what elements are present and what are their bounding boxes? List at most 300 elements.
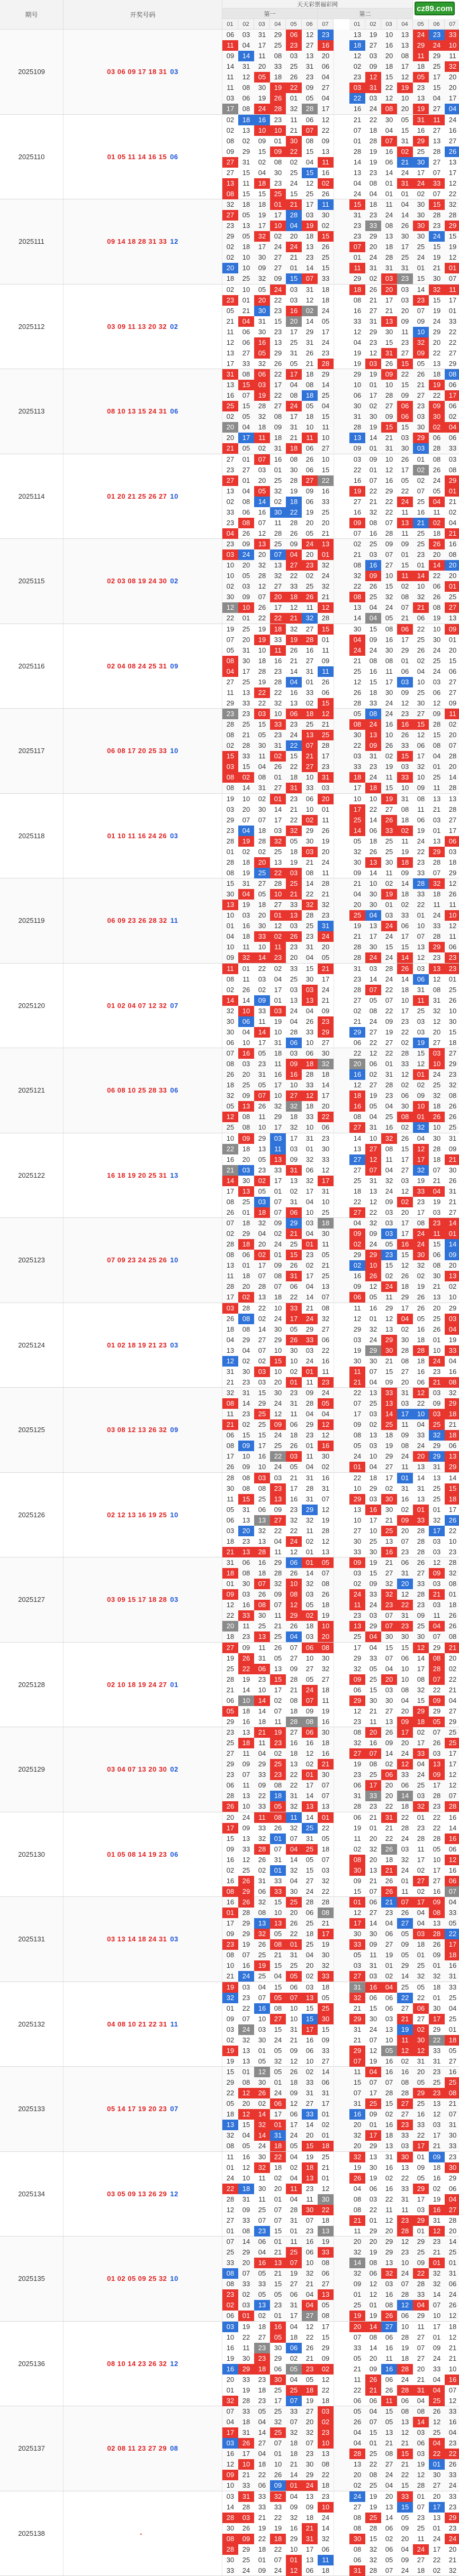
grid-cell: 27 [302,762,318,772]
grid-cell: 32 [286,1515,302,1526]
grid-cell: 20 [238,1281,254,1292]
grid-cell: 06 [286,2343,302,2353]
grid-cell: 31 [349,1791,365,1801]
grid-cell: 13 [413,93,429,104]
grid-cell: 09 [349,2279,365,2289]
grid-line [222,2236,459,2247]
grid-cell: 17 [270,210,286,221]
grid-cell: 25 [302,189,318,199]
grid-cell: 23 [302,1250,318,1260]
grid-cell: 22 [286,507,302,518]
grid-cell: 30 [413,221,429,231]
grid-cell: 12 [238,2162,254,2173]
grid-cell: 32 [413,1165,429,1176]
grid-cell: 10 [270,1908,286,1918]
red-balls: 02 10 18 19 24 27 [107,1681,167,1689]
grid-line [222,411,459,422]
grid-cell: 02 [397,581,413,592]
grid-cell: 15 [397,422,413,433]
grid-cell: 08 [381,2300,397,2311]
grid-cell: 04 [413,1419,429,1430]
grid-cell: 06 [238,327,254,337]
grid-cell: 20 [222,1812,238,1823]
table-row [0,199,459,285]
grid-cell: 16 [222,2343,238,2353]
grid-cell: 14 [238,2236,254,2247]
grid-cell: 07 [365,2077,381,2088]
grid-cell: 16 [222,1897,238,1908]
grid-cell: 24 [397,168,413,178]
grid-cell: 21 [365,1876,381,1886]
grid-cell: 32 [222,1006,238,1016]
grid-cell: 02 [222,242,238,252]
grid-line [222,1706,459,1717]
grid-cell: 28 [318,1897,334,1908]
grid-cell: 22 [270,2513,286,2523]
grid-cell: 10 [286,2003,302,2014]
grid-cell: 06 [413,2438,429,2449]
grid-cell: 02 [397,826,413,836]
grid-cell: 25 [254,1950,270,1960]
grid-cell: 22 [254,1791,270,1801]
grid-cell: 28 [445,783,459,793]
grid-cell: 05 [254,730,270,740]
grid-cell: 21 [286,1473,302,1483]
grid-cell: 26 [238,985,254,995]
column-label: 02 [365,19,381,30]
grid-cell: 02 [397,1122,413,1133]
grid-cell: 12 [318,1419,334,1430]
grid-cell: 25 [286,2247,302,2258]
grid-cell: 25 [365,592,381,602]
grid-cell: 32 [302,613,318,624]
grid-cell: 07 [365,475,381,486]
grid-cell: 33 [349,316,365,327]
grid-line [222,1515,459,1526]
grid-line [222,2194,459,2205]
grid-cell: 01 [254,2046,270,2056]
grid-cell: 10 [318,1197,334,1207]
grid-cell: 20 [254,61,270,72]
grid-cell: 24 [413,1229,429,1239]
grid-cell: 25 [429,1419,445,1430]
grid-cell: 03 [286,51,302,61]
draw-numbers [64,1727,222,1812]
grid-cell: 21 [286,889,302,900]
grid-cell: 23 [365,168,381,178]
grid-cell: 05 [286,1324,302,1335]
grid-cell: 02 [318,221,334,231]
table-row [0,454,459,539]
grid-cell: 18 [238,2184,254,2194]
grid-cell: 18 [270,433,286,443]
grid-cell: 05 [270,1801,286,1812]
grid-cell: 25 [445,2077,459,2088]
grid-cell: 04 [413,1908,429,1918]
site-logo[interactable]: cz89.com [415,2,455,15]
grid-cell: 07 [381,136,397,146]
grid-cell: 12 [365,348,381,359]
grid-cell: 09 [413,783,429,793]
grid-cell: 06 [445,836,459,847]
grid-cell: 03 [302,1631,318,1642]
grid-cell: 20 [318,51,334,61]
grid-line [222,390,459,401]
grid-cell: 01 [318,1812,334,1823]
grid-cell: 25 [365,2513,381,2523]
grid-cell: 04 [254,1982,270,1993]
grid-cell: 04 [429,751,445,762]
grid-cell: 10 [286,1579,302,1589]
grid-cell: 06 [349,390,365,401]
grid-cell: 11 [397,1886,413,1897]
grid-cell: 12 [286,2056,302,2067]
grid-cell: 10 [445,1006,459,1016]
grid-cell: 08 [270,1271,286,1281]
red-balls: 08 10 13 15 24 31 [107,407,167,415]
grid-cell: 10 [286,1356,302,1367]
grid-cell: 24 [365,1335,381,1345]
grid-cell: 33 [413,1430,429,1441]
grid-cell: 10 [302,2258,318,2268]
grid-cell: 03 [270,1133,286,1144]
grid-line [222,1631,459,1642]
grid-cell: 19 [254,93,270,104]
grid-cell: 23 [222,465,238,475]
grid-cell: 26 [445,1101,459,1112]
grid-cell: 06 [238,1250,254,1260]
grid-line [222,2470,459,2480]
grid-cell: 26 [365,1271,381,1281]
grid-cell: 33 [254,931,270,942]
grid-cell: 09 [286,1059,302,1069]
table-row [0,1303,459,1388]
grid-cell: 10 [270,889,286,900]
grid-cell: 09 [270,2480,286,2491]
grid-cell: 01 [302,1239,318,1250]
grid-cell: 21 [222,443,238,454]
grid-cell: 20 [445,1260,459,1271]
grid-line [222,549,459,560]
grid-cell: 28 [270,528,286,539]
grid-cell: 05 [413,359,429,369]
grid-cell: 06 [365,2396,381,2406]
grid-cell: 12 [397,1759,413,1770]
grid-cell: 27 [397,1165,413,1176]
grid-cell: 19 [365,2491,381,2502]
grid-cell: 30 [254,2152,270,2162]
grid-cell: 05 [302,1674,318,1685]
grid-cell: 04 [222,666,238,677]
grid-cell: 16 [238,1717,254,1727]
grid-cell: 28 [270,878,286,889]
grid-line [222,2385,459,2396]
grid-cell: 23 [254,2396,270,2406]
grid-line [222,602,459,613]
grid-cell: 03 [365,1441,381,1451]
grid-cell: 27 [318,1038,334,1048]
grid-cell: 13 [254,1536,270,1547]
grid-cell: 32 [365,1218,381,1229]
grid-line [222,2534,459,2544]
grid-cell: 01 [318,635,334,645]
grid-cell: 14 [302,263,318,273]
grid-cell: 07 [238,2268,254,2279]
grid-cell: 04 [238,316,254,327]
blue-ball: 10 [170,1256,178,1264]
grid-cell: 13 [349,168,365,178]
grid-cell: 31 [445,2268,459,2279]
grid-cell: 33 [270,1876,286,1886]
grid-cell: 09 [286,2046,302,2056]
grid-cell: 23 [222,2289,238,2300]
grid-cell: 27 [270,2014,286,2024]
grid-cell: 24 [365,772,381,783]
grid-cell: 05 [397,1929,413,1939]
grid-cell: 31 [238,157,254,168]
grid-cell: 18 [270,1791,286,1801]
grid-cell: 06 [445,2184,459,2194]
grid-cell: 01 [270,2120,286,2130]
grid-cell: 20 [238,1069,254,1080]
grid-cell: 20 [429,1303,445,1314]
grid-cell: 24 [270,1239,286,1250]
grid-cell: 20 [318,942,334,952]
grid-cell: 27 [413,709,429,719]
grid-cell: 16 [365,528,381,539]
grid-cell: 23 [397,1547,413,1557]
grid-line [222,2141,459,2151]
grid-cell: 26 [381,1727,397,1738]
grid-cell: 01 [254,2555,270,2565]
grid-cell: 17 [397,1303,413,1314]
grid-cell: 25 [302,1918,318,1929]
grid-cell: 25 [286,337,302,348]
grid-line [222,1462,459,1472]
grid-cell: 21 [445,497,459,507]
grid-cell: 07 [254,518,270,528]
grid-cell: 09 [238,2205,254,2215]
grid-cell: 13 [318,2449,334,2459]
grid-cell: 21 [429,1589,445,1600]
grid-cell: 18 [270,1048,286,1059]
grid-line [222,422,459,433]
grid-cell: 23 [318,910,334,921]
grid-line [222,2130,459,2141]
grid-cell: 13 [270,1664,286,1674]
grid-line [222,306,459,316]
grid-cell: 08 [365,2258,381,2268]
grid-cell: 33 [286,1303,302,1314]
grid-line [222,709,459,719]
grid-cell: 07 [238,1950,254,1960]
grid-cell: 32 [254,1218,270,1229]
grid-cell: 26 [270,1643,286,1653]
grid-cell: 24 [318,306,334,316]
grid-cell: 32 [222,1090,238,1101]
grid-line [222,1441,459,1451]
grid-cell: 09 [381,1016,397,1027]
grid-cell: 26 [286,931,302,942]
grid-cell: 31 [397,2194,413,2205]
grid-cell: 08 [318,1908,334,1918]
grid-cell: 23 [445,2502,459,2513]
grid-cell: 25 [238,273,254,284]
grid-cell: 26 [429,1939,445,1950]
grid-cell: 08 [349,592,365,602]
grid-cell: 12 [254,2067,270,2077]
grid-cell: 07 [365,1165,381,1176]
grid-cell: 30 [413,2035,429,2046]
grid-cell: 09 [397,1939,413,1950]
grid-cell: 30 [349,730,365,740]
grid-cell: 26 [238,2523,254,2534]
grid-cell: 08 [349,1727,365,1738]
grid-cell: 24 [365,2024,381,2035]
grid-cell: 02 [397,900,413,910]
grid-cell: 27 [302,624,318,635]
grid-cell: 13 [429,1473,445,1483]
grid-cell: 23 [302,931,318,942]
grid-cell: 23 [270,666,286,677]
grid-cell: 29 [365,231,381,242]
grid-cell: 09 [397,390,413,401]
grid-line [222,401,459,411]
grid-cell: 24 [270,285,286,295]
grid-cell: 05 [270,2332,286,2343]
grid-cell: 24 [381,952,397,963]
grid-cell: 26 [413,1557,429,1568]
grid-cell: 12 [222,602,238,613]
grid-cell: 29 [222,815,238,826]
grid-cell: 25 [270,189,286,199]
grid-cell: 17 [365,2088,381,2098]
grid-cell: 09 [365,2109,381,2120]
grid-cell: 19 [302,2396,318,2406]
grid-line [222,369,459,380]
grid-cell: 22 [286,1929,302,1939]
grid-line [222,1664,459,1674]
grid-cell: 32 [286,624,302,635]
period-number: 2025117 [0,709,64,793]
grid-cell: 27 [302,1664,318,1674]
grid-cell: 10 [254,125,270,136]
grid-line [222,2332,459,2343]
grid-cell: 12 [365,2046,381,2056]
grid-cell: 21 [349,2364,365,2375]
grid-cell: 23 [397,2120,413,2130]
grid-cell: 07 [302,2215,318,2226]
grid-cell: 17 [397,465,413,475]
grid-cell: 18 [302,709,318,719]
grid-cell: 07 [413,306,429,316]
grid-cell: 07 [302,273,318,284]
grid-cell: 16 [381,2162,397,2173]
grid-line [222,2480,459,2491]
grid-cell: 11 [318,815,334,826]
grid-cell: 05 [254,1186,270,1197]
grid-cell: 14 [445,1239,459,1250]
grid-cell: 08 [413,1218,429,1229]
grid-cell: 21 [349,1016,365,1027]
grid-cell: 13 [429,1292,445,1303]
grid-line [222,985,459,995]
grid-cell: 19 [429,613,445,624]
grid-cell: 10 [302,772,318,783]
grid-cell: 01 [222,1579,238,1589]
grid-cell: 13 [286,698,302,709]
grid-cell: 21 [286,2035,302,2046]
grid-cell: 07 [397,602,413,613]
grid-cell: 28 [238,740,254,751]
grid-cell: 17 [222,1186,238,1197]
grid-cell: 01 [270,465,286,475]
grid-cell: 15 [445,1483,459,1494]
blue-ball: 11 [170,2020,178,2028]
grid-cell: 10 [238,1695,254,1706]
grid-cell: 05 [238,411,254,422]
blue-ball: 12 [170,2190,178,2198]
grid-cell: 11 [238,974,254,985]
grid-cell: 27 [445,2056,459,2067]
blue-ball: 06 [170,153,178,161]
grid-cell: 17 [238,433,254,443]
grid-cell: 33 [254,1770,270,1780]
grid-cell: 05 [365,1292,381,1303]
grid-cell: 28 [318,359,334,369]
grid-cell: 01 [445,486,459,497]
grid-cell: 01 [365,1823,381,1834]
grid-cell: 08 [397,804,413,815]
grid-cell: 05 [254,1154,270,1165]
grid-cell: 33 [381,1388,397,1398]
grid-cell: 08 [365,2470,381,2480]
grid-line [222,921,459,931]
grid-cell: 33 [413,889,429,900]
grid-cell: 24 [397,2375,413,2385]
grid-cell: 23 [238,1409,254,1419]
grid-cell: 26 [381,1876,397,1886]
grid-cell: 14 [349,826,365,836]
grid-cell: 32 [349,1993,365,2003]
grid-cell: 07 [429,189,445,199]
grid-cell: 17 [413,1897,429,1908]
grid-cell: 10 [318,433,334,443]
grid-cell: 02 [397,1038,413,1048]
grid-cell: 24 [238,549,254,560]
grid-line [222,1908,459,1918]
grid-cell: 15 [397,560,413,571]
grid-cell: 24 [349,645,365,656]
grid-cell: 14 [445,1473,459,1483]
grid-cell: 03 [397,677,413,687]
grid-cell: 33 [270,61,286,72]
grid-cell: 06 [286,1982,302,1993]
grid-cell: 04 [413,666,429,677]
grid-cell: 18 [238,1144,254,1154]
grid-cell: 18 [238,857,254,868]
grid-cell: 13 [222,1260,238,1271]
grid-cell: 10 [349,380,365,390]
draw-numbers [64,1557,222,1642]
grid-cell: 22 [286,82,302,93]
grid-line [222,1568,459,1579]
grid-cell: 31 [286,1165,302,1176]
grid-cell: 13 [302,51,318,61]
grid-cell: 20 [238,2098,254,2109]
grid-line [222,2258,459,2268]
period-number: 2025126 [0,1473,64,1557]
